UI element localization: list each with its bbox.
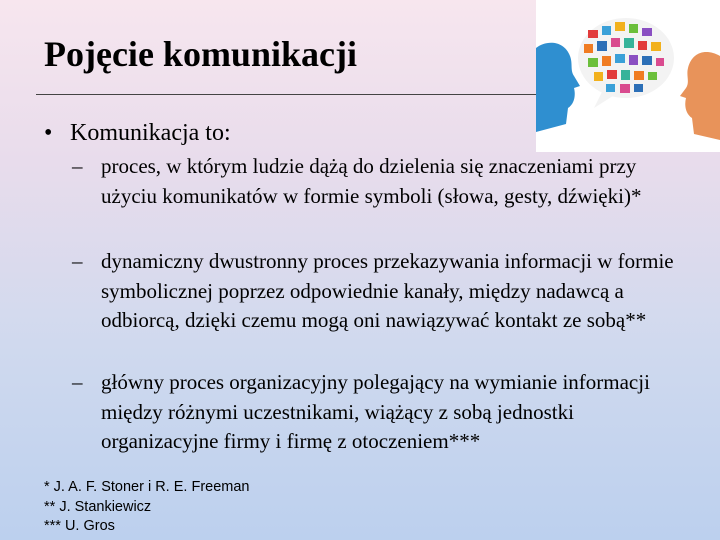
source-2: ** J. Stankiewicz: [44, 498, 152, 515]
definition-text-3: główny proces organizacyjny polegający na wymianie informacji między różnymi uczestnikami, wiążący z sobą jednostki organizacyjne firmy i firmę z otoczeniem***: [101, 370, 650, 453]
dash-marker: –: [72, 370, 83, 394]
definition-text-2: dynamiczny dwustronny proces przekazywania informacji w formie symbolicznej poprzez odpowiednie kanały, między nadawcą a odbiorcą, dzięki czemu mogą oni nawiązywać kontakt ze sobą**: [101, 249, 674, 332]
main-bullet-text: Komunikacja to:: [70, 120, 231, 146]
definition-item-3: [72, 368, 682, 457]
communication-illustration: [536, 0, 720, 152]
dash-marker: –: [72, 249, 83, 273]
source-1: * J. A. F. Stoner i R. E. Freeman: [44, 479, 250, 495]
bullet-marker: •: [44, 120, 53, 146]
title-underline: [36, 94, 546, 95]
definition-text-1: proces, w którym ludzie dążą do dzielenia się znaczeniami przy użyciu komunikatów w formie symboli (słowa, gesty, dźwięki)*: [101, 154, 642, 208]
slide-title: Pojęcie komunikacji: [44, 34, 357, 74]
definition-item-1: [72, 152, 682, 211]
dash-marker: –: [72, 154, 83, 178]
source-3: *** U. Gros: [44, 518, 115, 534]
two-heads-speech-bubble-icon: [536, 0, 720, 152]
sources-list: [44, 478, 250, 537]
main-bullet: [44, 118, 231, 148]
definition-item-2: [72, 247, 682, 336]
